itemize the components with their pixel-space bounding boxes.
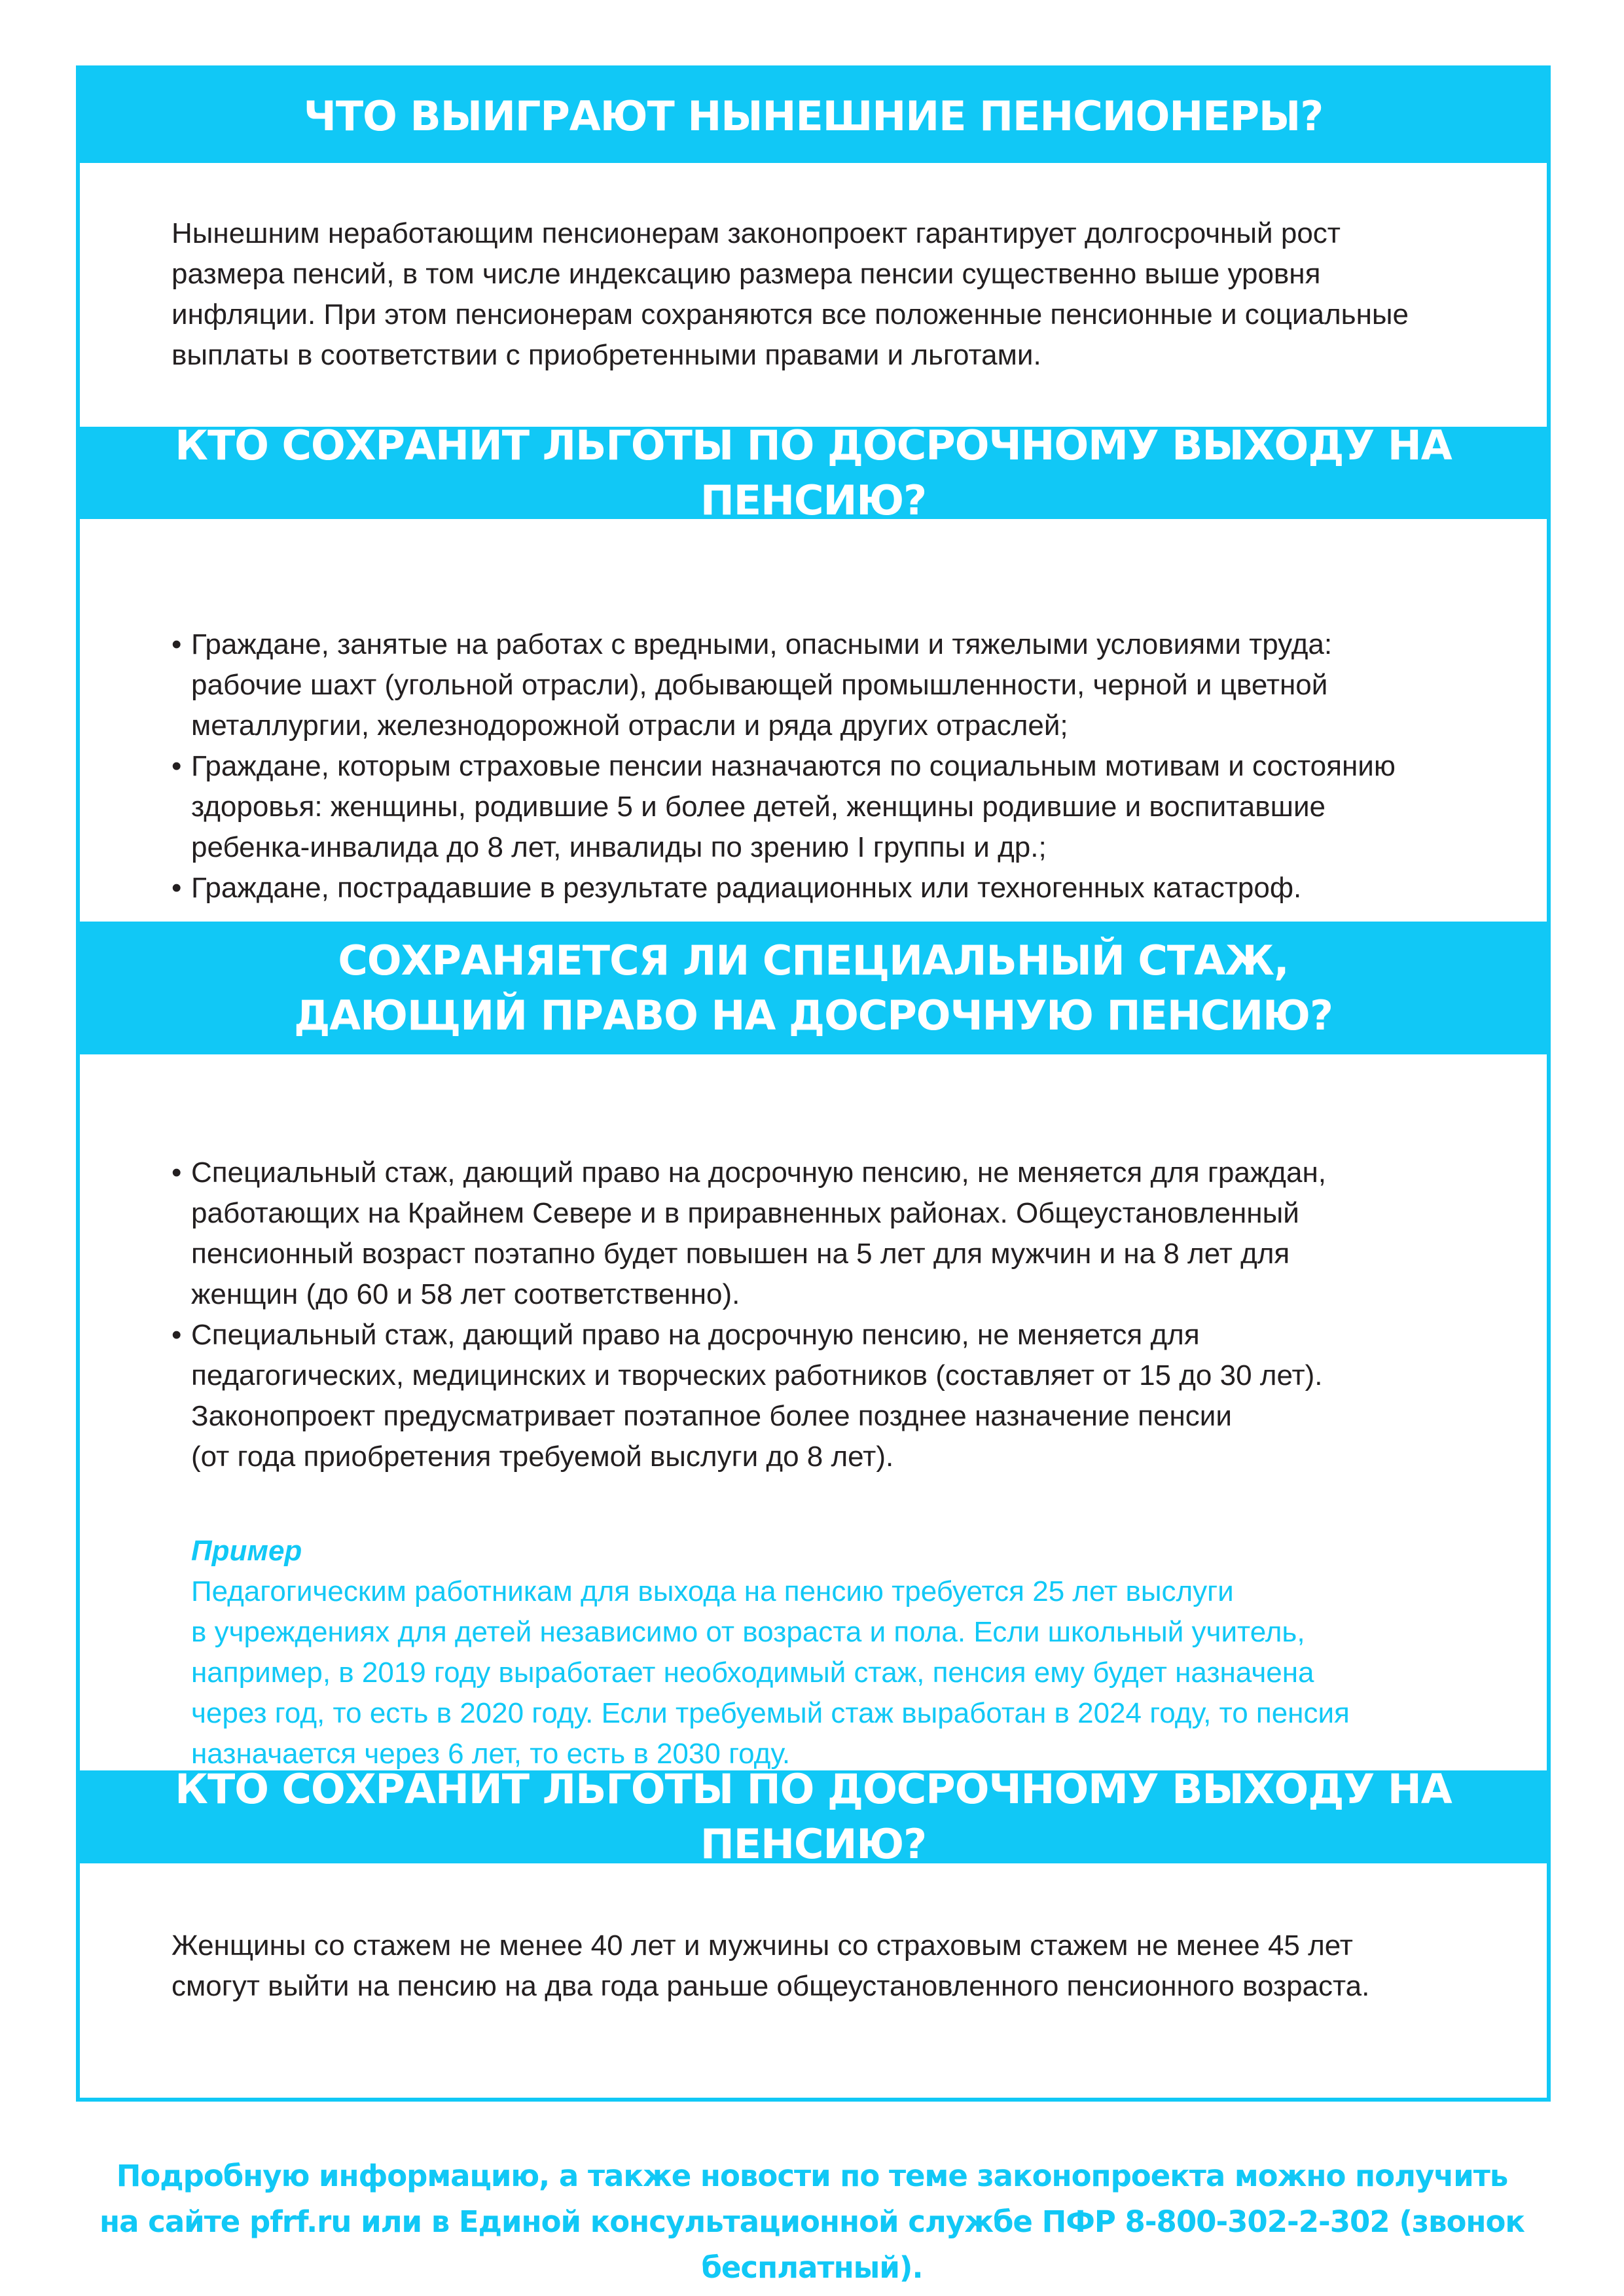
example-block	[191, 1531, 1474, 1774]
bullet-line: Граждане, пострадавшие в результате радиационных или техногенных катастроф.	[191, 872, 1302, 904]
body-line: смогут выйти на пенсию на два года раньше общеустановленного пенсионного возраста.	[171, 1970, 1370, 2002]
bullet-list	[171, 624, 1468, 908]
bullet-list	[171, 1153, 1468, 1477]
info-frame	[76, 65, 1551, 2102]
footer-line: Подробную информацию, а также новости по теме законопроекта можно получить	[116, 2159, 1508, 2193]
bullet-marker: •	[171, 1157, 182, 1189]
bullet-line: ребенка-инвалида до 8 лет, инвалиды по зрению I группы и др.;	[191, 831, 1047, 863]
footer-contact-info	[0, 2153, 1624, 2291]
example-line: через год, то есть в 2020 году. Если требуемый стаж выработан в 2024 году, то пенсия	[191, 1697, 1350, 1729]
footer-line: на сайте pfrf.ru или в Единой консультационной службе ПФР 8-800-302-2-302 (звонок бесплатный).	[99, 2204, 1525, 2285]
section-body-current-pensioners	[171, 213, 1468, 376]
list-item	[171, 868, 1468, 908]
section-heading-special-service	[80, 922, 1547, 1054]
bullet-line: металлургии, железнодорожной отрасли и ряда других отраслей;	[191, 709, 1068, 742]
bullet-line: пенсионный возраст поэтапно будет повышен на 5 лет для мужчин и на 8 лет для	[191, 1238, 1290, 1270]
bullet-marker: •	[171, 628, 182, 660]
section-heading-long-service	[80, 1765, 1547, 1868]
body-line: Женщины со стажем не менее 40 лет и мужчины со страховым стажем не менее 45 лет	[171, 1929, 1353, 1962]
body-line: выплаты в соответствии с приобретенными правами и льготами.	[171, 339, 1041, 371]
example-line: например, в 2019 году выработает необходимый стаж, пенсия ему будет назначена	[191, 1657, 1314, 1689]
section-body-long-service	[171, 1926, 1468, 2007]
example-line: назначается через 6 лет, то есть в 2030 году.	[191, 1738, 791, 1770]
bullet-line: (от года приобретения требуемой выслуги до 8 лет).	[191, 1441, 894, 1473]
body-line: инфляции. При этом пенсионерам сохраняются все положенные пенсионные и социальные	[171, 298, 1409, 331]
section-heading-text: ЧТО ВЫИГРАЮТ НЫНЕШНИЕ ПЕНСИОНЕРЫ?	[303, 92, 1324, 140]
body-line: размера пенсий, в том числе индексацию размера пенсии существенно выше уровня	[171, 258, 1321, 290]
bullet-line: Граждане, которым страховые пенсии назначаются по социальным мотивам и состоянию	[191, 750, 1396, 782]
example-title: Пример	[191, 1535, 302, 1567]
list-item	[171, 1315, 1468, 1477]
list-item	[171, 624, 1468, 746]
bullet-line: педагогических, медицинских и творческих работников (составляет от 15 до 30 лет).	[191, 1359, 1323, 1391]
section-heading-text: КТО СОХРАНИТ ЛЬГОТЫ ПО ДОСРОЧНОМУ ВЫХОДУ НА ПЕНСИЮ?	[175, 1765, 1452, 1868]
section-heading-text: СОХРАНЯЕТСЯ ЛИ СПЕЦИАЛЬНЫЙ СТАЖ,	[338, 936, 1289, 984]
section-body-early-retirement-benefits	[171, 624, 1468, 908]
bullet-line: Граждане, занятые на работах с вредными, опасными и тяжелыми условиями труда:	[191, 628, 1333, 660]
section-heading-early-retirement-benefits	[80, 421, 1547, 524]
section-body-special-service	[171, 1153, 1468, 1477]
section-heading-current-pensioners	[80, 69, 1547, 163]
section-heading-text: КТО СОХРАНИТ ЛЬГОТЫ ПО ДОСРОЧНОМУ ВЫХОДУ НА ПЕНСИЮ?	[175, 421, 1452, 524]
bullet-line: Специальный стаж, дающий право на досрочную пенсию, не меняется для	[191, 1319, 1200, 1351]
bullet-line: женщин (до 60 и 58 лет соответственно).	[191, 1278, 740, 1310]
bullet-marker: •	[171, 872, 182, 904]
bullet-marker: •	[171, 750, 182, 782]
bullet-line: Законопроект предусматривает поэтапное более позднее назначение пенсии	[191, 1400, 1232, 1432]
bullet-line: здоровья: женщины, родившие 5 и более детей, женщины родившие и воспитавшие	[191, 791, 1326, 823]
bullet-marker: •	[171, 1319, 182, 1351]
body-line: Нынешним неработающим пенсионерам законопроект гарантирует долгосрочный рост	[171, 217, 1341, 249]
bullet-line: рабочие шахт (угольной отрасли), добывающей промышленности, черной и цветной	[191, 669, 1328, 701]
bullet-line: Специальный стаж, дающий право на досрочную пенсию, не меняется для граждан,	[191, 1157, 1326, 1189]
section-heading-text: ДАЮЩИЙ ПРАВО НА ДОСРОЧНУЮ ПЕНСИЮ?	[294, 991, 1333, 1039]
example-line: Педагогическим работникам для выхода на пенсию требуется 25 лет выслуги	[191, 1575, 1234, 1607]
bullet-line: работающих на Крайнем Севере и в приравненных районах. Общеустановленный	[191, 1197, 1299, 1229]
list-item	[171, 746, 1468, 868]
list-item	[171, 1153, 1468, 1315]
example-line: в учреждениях для детей независимо от возраста и пола. Если школьный учитель,	[191, 1616, 1305, 1648]
